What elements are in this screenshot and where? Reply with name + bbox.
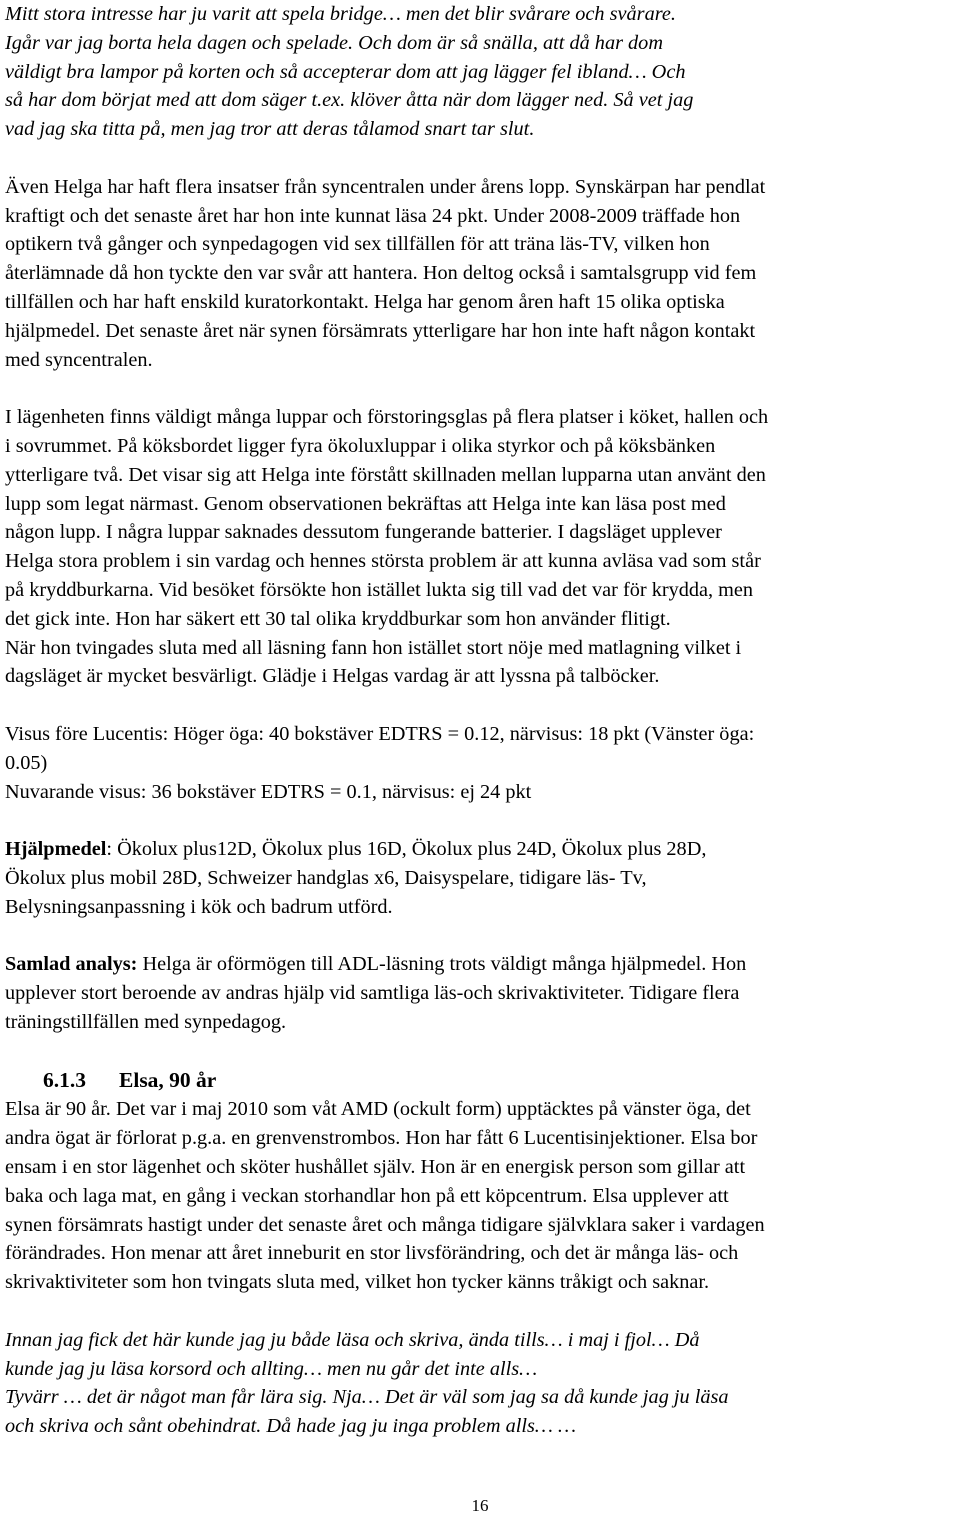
quote-line: vad jag ska titta på, men jag tror att deras tålamod snart tar slut. — [5, 118, 535, 141]
text-line — [5, 950, 955, 979]
text-line: det gick inte. Hon har säkert ett 30 tal olika kryddburkar som hon använder flitigt. — [5, 607, 671, 630]
text-line: i sovrummet. På köksbordet ligger fyra ökoluxluppar i olika styrkor och på köksbänken — [5, 434, 716, 457]
text-line: upplever stort beroende av andras hjälp vid samtliga läs-och skrivaktiviteter. Tidigare flera — [5, 982, 740, 1005]
hjalpmedel-text: : Ökolux plus12D, Ökolux plus 16D, Ökolux plus 24D, Ökolux plus 28D, — [106, 838, 707, 861]
spacer — [5, 1037, 955, 1066]
spacer — [5, 1297, 955, 1326]
text-line: på kryddburkarna. Vid besöket försökte hon istället lukta sig till vad det var för krydda, men — [5, 578, 754, 601]
text-line: Även Helga har haft flera insatser från syncentralen under årens lopp. Synskärpan har pendlat — [5, 175, 766, 198]
quote-line: Igår var jag borta hela dagen och spelade. Och dom är så snälla, att då har dom — [5, 31, 663, 54]
text-line: optikern två gånger och synpedagogen vid sex tillfällen för att träna läs-TV, vilken hon — [5, 233, 710, 256]
text-line: skrivaktiviteter som hon tvingats sluta med, vilket hon tycker känns tråkigt och saknar. — [5, 1271, 710, 1294]
text-line: Nuvarande visus: 36 bokstäver EDTRS = 0.1, närvisus: ej 24 pkt — [5, 780, 532, 803]
paragraph-visus — [5, 720, 955, 806]
quote-line: Mitt stora intresse har ju varit att spela bridge… men det blir svårare och svårare. — [5, 3, 676, 25]
text-line: förändrades. Hon menar att året inneburit en stor livsförändring, och det är många läs- och — [5, 1242, 739, 1265]
spacer — [5, 691, 955, 720]
page-number: 16 — [471, 1496, 489, 1515]
quote-line: Tyvärr … det är något man får lära sig. Nja… Det är väl som jag sa då kunde jag ju läsa — [5, 1386, 729, 1409]
quote-line: och skriva och sånt obehindrat. Då hade jag ju inga problem alls… … — [5, 1415, 577, 1438]
quote-line: kunde jag ju läsa korsord och allting… men nu går det inte alls… — [5, 1357, 538, 1380]
text-line: När hon tvingades sluta med all läsning fann hon istället stort nöje med matlagning vilket i — [5, 636, 742, 659]
spacer — [5, 922, 955, 951]
quote-bridge — [5, 0, 955, 144]
paragraph-elsa — [5, 1095, 955, 1297]
text-line — [5, 835, 955, 864]
paragraph-syncentral — [5, 173, 955, 375]
paragraph-analys — [5, 950, 955, 1036]
text-line: lupp som legat närmast. Genom observationen bekräftas att Helga inte kan läsa post med — [5, 492, 726, 515]
text-line: andra ögat är förlorat p.g.a. en grenvenstrombos. Hon har fått 6 Lucentisinjektioner. Elsa bor — [5, 1127, 758, 1150]
text-line: baka och laga mat, en gång i veckan storhandlar hon på ett köpcentrum. Elsa upplever att — [5, 1184, 729, 1207]
text-line: hjälpmedel. Det senaste året när synen försämrats ytterligare har hon inte haft någon kontakt — [5, 319, 756, 342]
quote-line: väldigt bra lampor på korten och så accepterar dom att jag lägger fel ibland… Och — [5, 60, 686, 83]
spacer — [5, 374, 955, 403]
text-line: 0.05) — [5, 751, 48, 774]
paragraph-hjalpmedel — [5, 835, 955, 921]
hjalpmedel-label: Hjälpmedel — [5, 838, 107, 861]
quote-line: så har dom börjat med att dom säger t.ex. klöver åtta när dom lägger ned. Så vet jag — [5, 89, 694, 112]
spacer — [5, 144, 955, 173]
text-line: synen försämrats hastigt under det senaste året och många tidigare självklara saker i vardagen — [5, 1213, 765, 1236]
text-line: Visus före Lucentis: Höger öga: 40 bokstäver EDTRS = 0.12, närvisus: 18 pkt (Vänster öga: — [5, 722, 755, 745]
text-line: Elsa är 90 år. Det var i maj 2010 som våt AMD (ockult form) upptäcktes på vänster öga, det — [5, 1098, 751, 1121]
text-line: ytterligare två. Det visar sig att Helga inte förstått skillnaden mellan lupparna utan använt den — [5, 463, 766, 486]
paragraph-lagenhet — [5, 403, 955, 691]
text-line: ensam i en stor lägenhet och sköter hushållet själv. Hon är en energisk person som gillar att — [5, 1156, 746, 1179]
analys-text: Helga är oförmögen till ADL-läsning trots väldigt många hjälpmedel. Hon — [137, 953, 747, 976]
spacer — [5, 806, 955, 835]
section-heading — [43, 1065, 955, 1095]
analys-label: Samlad analys: — [5, 953, 138, 976]
document-page — [5, 0, 955, 1441]
quote-line: Innan jag fick det här kunde jag ju både läsa och skriva, ända tills… i maj i fjol… Då — [5, 1328, 700, 1351]
section-number: 6.1.3 — [43, 1068, 86, 1093]
text-line: träningstillfällen med synpedagog. — [5, 1010, 287, 1033]
text-line: Helga stora problem i sin vardag och hennes största problem är att kunna avläsa vad som står — [5, 550, 761, 573]
text-line: någon lupp. I några luppar saknades dessutom fungerande batterier. I dagsläget upplever — [5, 521, 722, 544]
quote-elsa — [5, 1326, 955, 1441]
text-line: Ökolux plus mobil 28D, Schweizer handglas x6, Daisyspelare, tidigare läs- Tv, — [5, 866, 647, 889]
text-line: I lägenheten finns väldigt många luppar och förstoringsglas på flera platser i köket, hallen och — [5, 406, 769, 429]
text-line: kraftigt och det senaste året har hon inte kunnat läsa 24 pkt. Under 2008-2009 träffade hon — [5, 204, 741, 227]
text-line: dagsläget är mycket besvärligt. Glädje i Helgas vardag är att lyssna på talböcker. — [5, 665, 660, 688]
text-line: tillfällen och har haft enskild kuratorkontakt. Helga har genom åren haft 15 olika optiska — [5, 290, 725, 313]
text-line: med syncentralen. — [5, 348, 153, 371]
text-line: återlämnade då hon tyckte den var svår att hantera. Hon deltog också i samtalsgrupp vid fem — [5, 262, 757, 285]
section-title: Elsa, 90 år — [119, 1068, 217, 1093]
text-line: Belysningsanpassning i kök och badrum utförd. — [5, 895, 393, 918]
